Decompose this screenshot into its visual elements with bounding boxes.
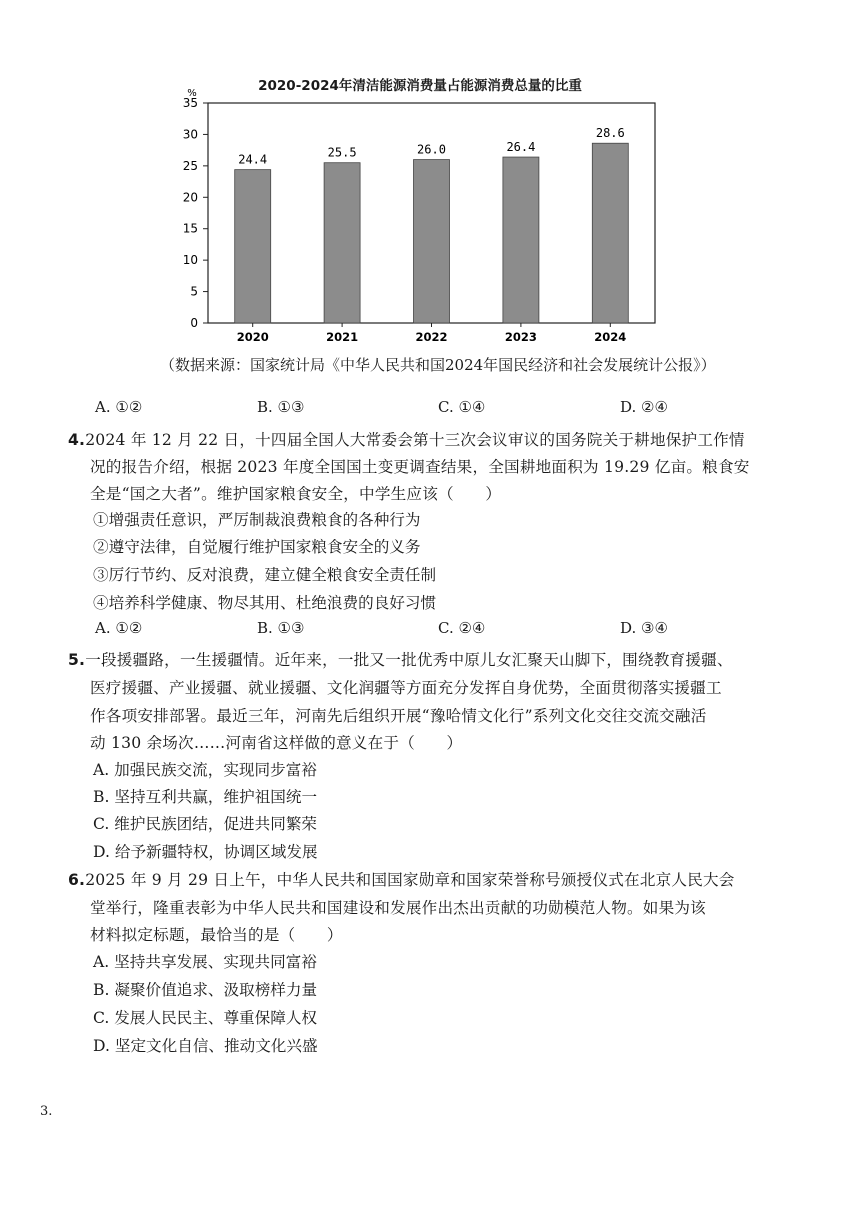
- bar-2020: [235, 170, 271, 323]
- y-tick-label: 20: [182, 190, 198, 205]
- q3-option-b[interactable]: B. ①③: [257, 398, 305, 416]
- q5-line-3: 作各项安排部署。最近三年，河南先后组织开展“豫哈情文化行”系列文化交往交流交融活: [90, 707, 707, 725]
- source-note: （数据来源：国家统计局《中华人民共和国2024年国民经济和社会发展统计公报》）: [160, 356, 716, 374]
- bar-2022: [414, 160, 450, 323]
- x-tick-label: 2020: [236, 330, 269, 344]
- bar-chart: [160, 70, 680, 345]
- q5-line-1: 5.一段援疆路，一生援疆情。近年来，一批又一批优秀中原儿女汇聚天山脚下，围绕教育援疆、: [68, 651, 733, 669]
- chart-title: 2020-2024年清洁能源消费量占能源消费总量的比重: [258, 78, 582, 94]
- q3-option-a[interactable]: A. ①②: [95, 398, 143, 416]
- y-tick-label: 10: [182, 253, 198, 268]
- q4-option-a[interactable]: A. ①②: [95, 619, 143, 637]
- bar-value-label: 26.4: [506, 140, 536, 155]
- y-tick-label: 25: [182, 158, 198, 173]
- q5-option-a[interactable]: A. 加强民族交流，实现同步富裕: [93, 761, 317, 779]
- bar-value-label: 26.0: [417, 142, 446, 157]
- q5-option-b[interactable]: B. 坚持互利共赢，维护祖国统一: [93, 788, 318, 806]
- q6-number: 6.: [68, 871, 86, 889]
- y-axis: [183, 96, 208, 330]
- q4-number: 4.: [68, 431, 86, 449]
- q4-option-c[interactable]: C. ②④: [438, 619, 486, 637]
- bar-2023: [503, 157, 539, 323]
- q4-item-4: ④培养科学健康、物尽其用、杜绝浪费的良好习惯: [93, 594, 437, 612]
- page-number-mark: 3.: [40, 1104, 53, 1119]
- x-tick-label: 2024: [594, 330, 627, 344]
- bar-value-label: 24.4: [238, 152, 268, 167]
- q3-option-c[interactable]: C. ①④: [438, 398, 486, 416]
- q4-item-3: ③厉行节约、反对浪费，建立健全粮食安全责任制: [93, 566, 437, 584]
- x-tick-label: 2022: [415, 330, 448, 344]
- q4-item-1: ①增强责任意识，严厉制裁浪费粮食的各种行为: [93, 511, 421, 529]
- bar-value-label: 28.6: [595, 126, 625, 141]
- y-tick-label: 15: [182, 221, 198, 236]
- q4-line-2: 况的报告介绍，根据 2023 年度全国国土变更调查结果，全国耕地面积为 19.29 亿亩。粮食安: [90, 458, 750, 476]
- y-tick-label: 35: [182, 96, 198, 110]
- y-axis-unit: %: [187, 88, 197, 99]
- q3-options: [95, 398, 795, 420]
- q5-number: 5.: [68, 651, 86, 669]
- bars: [235, 126, 629, 323]
- q4-line-1: 4.2024 年 12 月 22 日，十四届全国人大常委会第十三次会议审议的国务院关于耕地保护工作情: [68, 431, 745, 449]
- q4-option-b[interactable]: B. ①③: [257, 619, 305, 637]
- bar-2021: [324, 163, 360, 323]
- q3-option-d[interactable]: D. ②④: [620, 398, 668, 416]
- y-tick-label: 0: [190, 316, 198, 330]
- q4-options: [95, 619, 795, 641]
- q4-option-d[interactable]: D. ③④: [620, 619, 668, 637]
- chart-svg: [160, 70, 680, 345]
- q6-line-1: 6.2025 年 9 月 29 日上午，中华人民共和国国家勋章和国家荣誉称号颁授仪式在北京人民大会: [68, 871, 735, 889]
- x-tick-label: 2021: [326, 330, 359, 344]
- q4-line-3: 全是“国之大者”。维护国家粮食安全，中学生应该（ ）: [90, 485, 502, 503]
- q6-option-b[interactable]: B. 凝聚价值追求、汲取榜样力量: [93, 981, 318, 999]
- q6-option-a[interactable]: A. 坚持共享发展、实现共同富裕: [93, 953, 317, 971]
- bar-2024: [592, 143, 628, 323]
- x-tick-label: 2023: [504, 330, 537, 344]
- q6-line-2: 堂举行，隆重表彰为中华人民共和国建设和发展作出杰出贡献的功勋模范人物。如果为该: [90, 899, 706, 917]
- y-tick-label: 30: [182, 127, 198, 142]
- q6-option-c[interactable]: C. 发展人民民主、尊重保障人权: [93, 1009, 318, 1027]
- x-axis: [237, 323, 627, 344]
- q5-option-d[interactable]: D. 给予新疆特权，协调区域发展: [93, 843, 318, 861]
- q5-line-2: 医疗援疆、产业援疆、就业援疆、文化润疆等方面充分发挥自身优势，全面贯彻落实援疆工: [90, 679, 722, 697]
- q6-option-d[interactable]: D. 坚定文化自信、推动文化兴盛: [93, 1037, 318, 1055]
- q5-option-c[interactable]: C. 维护民族团结，促进共同繁荣: [93, 815, 318, 833]
- q4-item-2: ②遵守法律，自觉履行维护国家粮食安全的义务: [93, 538, 421, 556]
- y-tick-label: 5: [190, 284, 198, 299]
- bar-value-label: 25.5: [327, 145, 357, 160]
- q6-line-3: 材料拟定标题，最恰当的是（ ）: [90, 926, 343, 944]
- q5-line-4: 动 130 余场次……河南省这样做的意义在于（ ）: [90, 734, 463, 752]
